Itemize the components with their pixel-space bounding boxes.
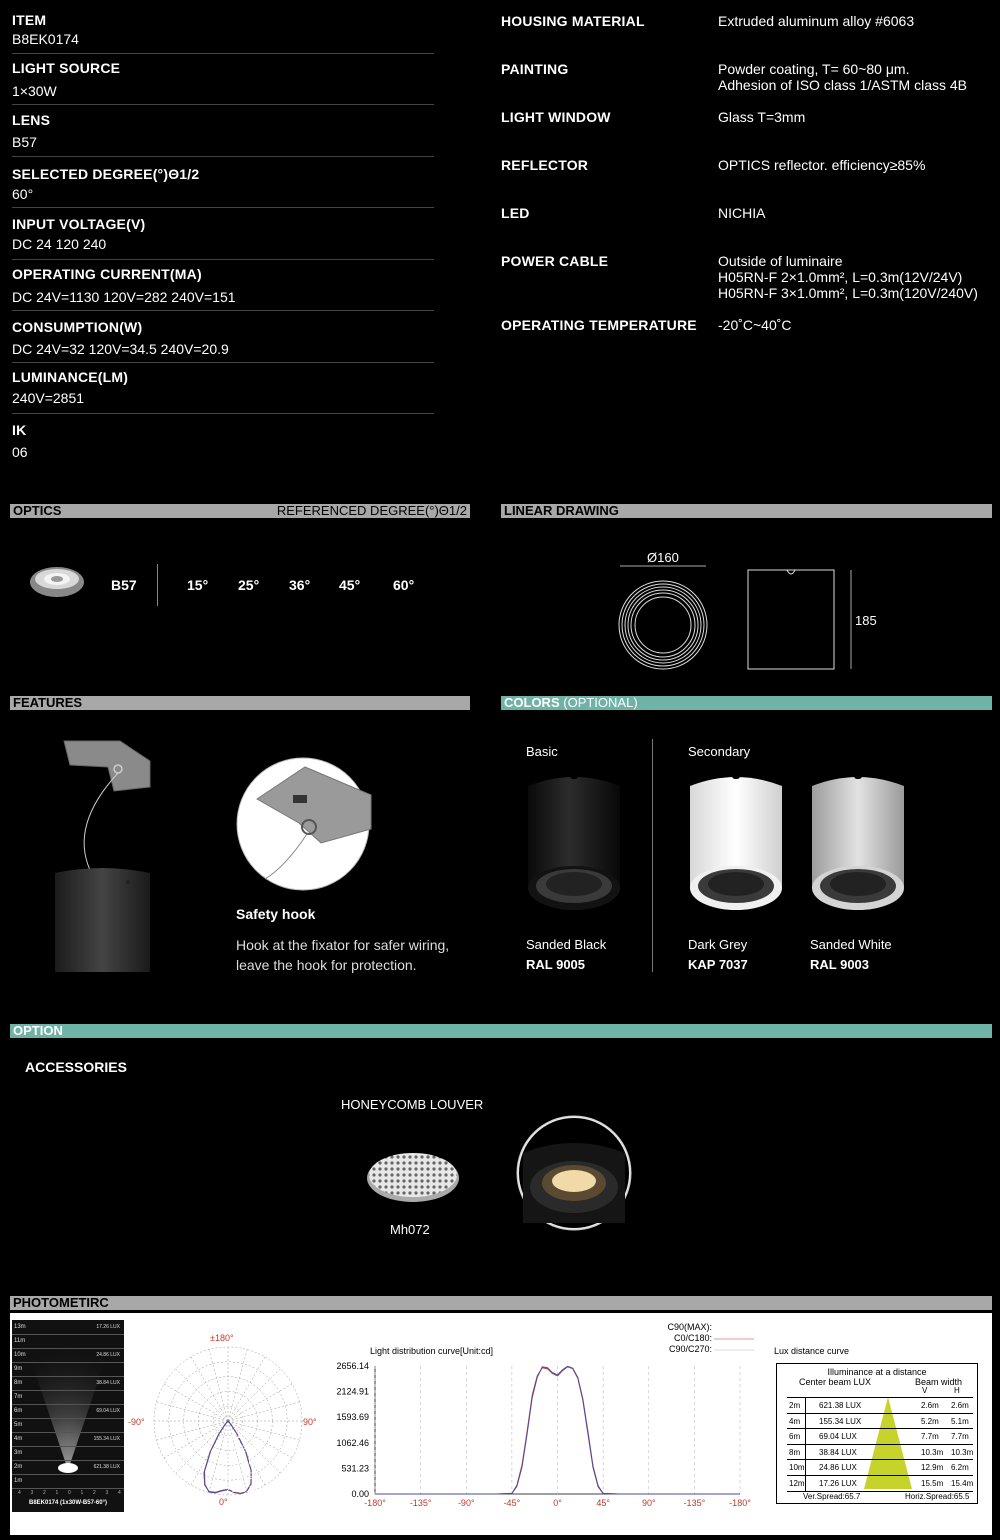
lux-row-distance: 10m — [789, 1463, 805, 1472]
lux-row-v: 5.2m — [921, 1416, 939, 1426]
polar-ring-label: 2656.14 — [226, 1484, 259, 1494]
curve-x-tick-label: -135° — [683, 1498, 706, 1508]
lux-bottom-scale-label: 4 — [118, 1490, 121, 1496]
safety-hook-heading: Safety hook — [236, 906, 316, 922]
lux-row-distance: 8m — [789, 1447, 801, 1457]
lux-row-center: 621.38 LUX — [819, 1401, 862, 1410]
lux-distance-label: 6m — [14, 1408, 23, 1414]
curve-x-tick-label: -45° — [503, 1498, 521, 1508]
lux-row-divider — [805, 1429, 806, 1444]
spec-value-consumption: DC 24V=32 120V=34.5 240V=20.9 — [12, 341, 229, 357]
photometric-title: PHOTOMETIRC — [13, 1295, 109, 1310]
lux-bottom-scale-label: 0 — [68, 1490, 71, 1496]
curve-x-tick-label: 90° — [641, 1498, 656, 1508]
lux-row-divider — [805, 1476, 806, 1491]
lux-distance-table — [776, 1363, 978, 1504]
legend-max: C90(MAX): — [667, 1322, 712, 1332]
lux-bottom-scale-label: 1 — [80, 1490, 84, 1496]
safety-hook-text-line1: Hook at the fixator for safer wiring, — [236, 937, 450, 953]
lux-grid-line — [12, 1390, 124, 1391]
curve-x-tick-label: -135° — [409, 1498, 432, 1508]
spec-label-item: ITEM — [12, 12, 47, 28]
lux-row-distance: 6m — [789, 1432, 801, 1441]
lux-distance-label: 13m — [14, 1324, 26, 1330]
lux-bottom-scale-label: 3 — [30, 1490, 34, 1496]
spec-label-operating-temp: OPERATING TEMPERATURE — [501, 317, 697, 333]
lux-row-divider — [805, 1445, 806, 1460]
optics-degree-45[interactable]: 45° — [339, 577, 361, 593]
lux-grid-line — [12, 1376, 124, 1377]
spec-value-power-cable-2: H05RN-F 2×1.0mm², L=0.3m(12V/24V) — [718, 269, 963, 285]
height-label: 185 — [855, 613, 877, 628]
spec-value-painting-1: Powder coating, T= 60~80 μm. — [718, 61, 910, 77]
lux-grid-line — [12, 1418, 124, 1419]
color-name-dark-grey: Dark Grey — [688, 937, 748, 952]
lux-table-row — [787, 1413, 973, 1429]
curve-x-tick-label: -90° — [457, 1498, 475, 1508]
lux-value-label: 69.04 LUX — [96, 1408, 120, 1414]
honeycomb-louver-image[interactable] — [365, 1148, 461, 1204]
lux-value-label: 155.34 LUX — [93, 1436, 120, 1442]
lux-bottom-scale-label: 2 — [93, 1490, 96, 1496]
lux-row-v: 15.5m — [921, 1478, 944, 1488]
safety-hook-text-line2: leave the hook for protection. — [236, 957, 417, 973]
lux-table-col-h: H — [954, 1386, 960, 1395]
lux-row-h: 10.3m — [951, 1447, 974, 1457]
polar-ring-labels — [226, 1429, 259, 1497]
colors-secondary-label: Secondary — [688, 744, 751, 759]
lux-distance-label: 7m — [14, 1394, 23, 1400]
lux-grid-line — [12, 1460, 124, 1461]
lux-table-row — [787, 1459, 973, 1475]
color-code-ral-9003: RAL 9003 — [810, 957, 870, 972]
safety-hook-text — [236, 935, 449, 975]
legend-c90: C90/C270: — [668, 1344, 712, 1354]
spec-value-power-cable-3: H05RN-F 3×1.0mm², L=0.3m(120V/240V) — [718, 285, 978, 301]
lux-bottom-scale-label: 4 — [18, 1490, 21, 1496]
photometric-header — [10, 1296, 992, 1310]
curve-x-tick-label: -180° — [364, 1498, 386, 1508]
curve-y-tick-label: 1062.46 — [336, 1437, 369, 1448]
lux-table-row — [787, 1475, 973, 1492]
option-title: OPTION — [13, 1023, 63, 1038]
lux-row-center: 69.04 LUX — [819, 1432, 857, 1441]
optics-divider — [157, 564, 158, 606]
light-distribution-chart — [325, 1356, 765, 1512]
spec-label-reflector: REFLECTOR — [501, 157, 589, 173]
features-header — [10, 696, 470, 710]
color-code-kap-7037: KAP 7037 — [688, 957, 748, 972]
spec-value-input-voltage: DC 24 120 240 — [12, 236, 107, 252]
lux-value-label: 24.86 LUX — [96, 1352, 120, 1358]
curve-y-tick-label: 1593.69 — [336, 1412, 369, 1423]
lux-row-v: 12.9m — [921, 1463, 944, 1472]
curve-title: Light distribution curve[Unit:cd] — [370, 1346, 494, 1356]
lux-row-divider — [805, 1398, 806, 1413]
optics-subtitle: REFERENCED DEGREE(°)Θ1/2 — [276, 503, 467, 518]
curve-y-tick-label: 0.00 — [351, 1489, 369, 1499]
lux-distance-label: 5m — [14, 1422, 23, 1428]
lux-ver-spread: Ver.Spread:65.7 — [803, 1492, 861, 1501]
polar-spoke — [164, 1384, 228, 1421]
lux-row-center: 24.86 LUX — [819, 1463, 857, 1472]
polar-spoke — [228, 1369, 280, 1421]
polar-spoke — [209, 1350, 228, 1421]
lux-distance-label: 2m — [14, 1464, 23, 1470]
polar-spoke — [176, 1421, 228, 1473]
lux-value-label: 38.84 LUX — [96, 1380, 120, 1386]
spec-label-lens: LENS — [12, 112, 51, 128]
lux-distance-label: 9m — [14, 1366, 23, 1372]
color-code-ral-9005: RAL 9005 — [526, 957, 586, 972]
spec-label-operating-current: OPERATING CURRENT(MA) — [12, 266, 202, 282]
linear-drawing-header — [501, 504, 992, 518]
curve-y-tick-label: 2656.14 — [336, 1361, 369, 1371]
lux-distance-label: 1m — [14, 1478, 23, 1484]
lux-row-center: 155.34 LUX — [819, 1416, 862, 1426]
divider — [12, 259, 434, 260]
lux-value-label: 17.26 LUX — [96, 1324, 120, 1330]
lux-row-h: 7.7m — [951, 1432, 969, 1441]
lux-value-label: 621.38 LUX — [93, 1464, 120, 1470]
lux-row-divider — [805, 1414, 806, 1429]
spec-label-light-source: LIGHT SOURCE — [12, 60, 121, 76]
spec-value-lens: B57 — [12, 134, 37, 150]
spec-value-operating-current: DC 24V=1130 120V=282 240V=151 — [12, 289, 236, 305]
lux-grid-line — [12, 1446, 124, 1447]
spec-label-selected-degree: SELECTED DEGREE(°)Θ1/2 — [12, 166, 200, 182]
lux-row-h: 15.4m — [951, 1478, 974, 1488]
option-header — [10, 1024, 992, 1038]
lux-row-distance: 2m — [789, 1401, 801, 1410]
legend-c0: C0/C180: — [673, 1333, 712, 1343]
polar-left-label: -90° — [128, 1417, 145, 1427]
lux-grid-line — [12, 1488, 124, 1489]
spec-label-ik: IK — [12, 422, 27, 438]
spec-value-housing: Extruded aluminum alloy #6063 — [718, 13, 915, 29]
lux-row-h: 6.2m — [951, 1463, 969, 1472]
lux-grid-line — [12, 1348, 124, 1349]
lux-distance-label: 10m — [14, 1352, 26, 1358]
spec-label-light-window: LIGHT WINDOW — [501, 109, 611, 125]
spec-value-ik: 06 — [12, 444, 28, 460]
curve-x-tick-label: 45° — [596, 1498, 610, 1508]
curve-y-tick-label: 2124.91 — [336, 1386, 369, 1397]
spec-value-light-source: 1×30W — [12, 83, 57, 99]
optics-degree-15[interactable]: 15° — [187, 577, 209, 593]
color-swatch-dark-grey[interactable] — [686, 768, 786, 913]
optics-lens-label: B57 — [111, 577, 137, 593]
lux-grid-line — [12, 1404, 124, 1405]
lux-distance-label: 8m — [14, 1380, 23, 1386]
lux-grid-line — [12, 1432, 124, 1433]
colors-divider — [652, 739, 653, 972]
accessories-label: ACCESSORIES — [25, 1059, 127, 1075]
spec-label-housing: HOUSING MATERIAL — [501, 13, 645, 29]
lux-distance-label: 4m — [14, 1436, 23, 1442]
curve-legend — [640, 1322, 712, 1355]
colors-title: COLORS — [504, 695, 560, 710]
spec-value-luminance: 240V=2851 — [12, 390, 85, 406]
optics-degree-36[interactable]: 36° — [289, 577, 311, 593]
features-title: FEATURES — [13, 695, 83, 710]
polar-right-label: 90° — [303, 1417, 317, 1427]
divider — [12, 362, 434, 363]
lens-image — [28, 562, 86, 602]
optics-header — [10, 504, 470, 518]
polar-bottom-label: 0° — [219, 1497, 228, 1507]
polar-spoke — [176, 1369, 228, 1421]
polar-chart — [128, 1325, 328, 1515]
polar-ring-label: 1593.69 — [226, 1457, 259, 1467]
color-swatch-sanded-white[interactable] — [808, 768, 908, 913]
spec-value-led: NICHIA — [718, 205, 766, 221]
lux-table-col-v: V — [922, 1386, 928, 1395]
lux-grid-line — [12, 1362, 124, 1363]
lux-hor-spread: Horiz.Spread:65.5 — [905, 1492, 970, 1501]
lux-cone-caption: B8EK0174 (1x30W-B57-60°) — [29, 1500, 107, 1506]
lux-table-caption: Lux distance curve — [774, 1346, 850, 1356]
spec-value-painting-2: Adhesion of ISO class 1/ASTM class 4B — [718, 77, 967, 93]
spec-label-consumption: CONSUMPTION(W) — [12, 319, 143, 335]
spec-value-power-cable-1: Outside of luminaire — [718, 253, 843, 269]
colors-optional: (OPTIONAL) — [563, 695, 638, 710]
lux-cone-chart — [12, 1320, 124, 1512]
louver-installed-image — [515, 1113, 633, 1233]
optics-title: OPTICS — [13, 503, 62, 518]
spec-label-painting: PAINTING — [501, 61, 569, 77]
lux-table-heading: Illuminance at a distance — [827, 1367, 927, 1377]
polar-spoke — [164, 1421, 228, 1458]
lux-row-center: 17.26 LUX — [819, 1478, 857, 1488]
color-name-sanded-white: Sanded White — [810, 937, 892, 952]
color-name-sanded-black: Sanded Black — [526, 937, 607, 952]
colors-basic-label: Basic — [526, 744, 558, 759]
color-swatch-sanded-black[interactable] — [524, 768, 624, 913]
spec-value-selected-degree: 60° — [12, 186, 34, 202]
spec-value-reflector: OPTICS reflector. efficiency≥85% — [718, 157, 926, 173]
curve-x-tick-label: -180° — [729, 1498, 751, 1508]
louver-code: Mh072 — [390, 1222, 430, 1237]
spec-label-power-cable: POWER CABLE — [501, 253, 609, 269]
polar-ring-label: 2124.91 — [226, 1470, 259, 1481]
optics-degree-60[interactable]: 60° — [393, 577, 415, 593]
safety-hook-detail-image — [235, 757, 373, 892]
optics-degree-25[interactable]: 25° — [238, 577, 260, 593]
spec-label-input-voltage: INPUT VOLTAGE(V) — [12, 216, 146, 232]
lux-bottom-scale-label: 3 — [105, 1490, 109, 1496]
curve-x-tick-label: 0° — [553, 1498, 562, 1508]
fixture-hanging-image — [50, 735, 160, 975]
spec-value-operating-temp: -20˚C~40˚C — [718, 317, 792, 333]
spec-value-item: B8EK0174 — [12, 31, 79, 47]
lux-row-v: 7.7m — [921, 1432, 939, 1441]
colors-header — [501, 696, 992, 710]
divider — [12, 413, 434, 414]
lux-row-h: 2.6m — [951, 1401, 969, 1410]
polar-top-label: ±180° — [210, 1333, 234, 1343]
lux-row-v: 10.3m — [921, 1447, 944, 1457]
lux-grid-line — [12, 1474, 124, 1475]
polar-spoke — [228, 1357, 265, 1421]
divider — [12, 310, 434, 311]
lux-row-distance: 4m — [789, 1416, 801, 1426]
lux-table-row — [787, 1444, 973, 1460]
legend-swatches — [712, 1322, 756, 1358]
lux-table-col-beam: Beam width — [915, 1377, 963, 1387]
divider — [12, 53, 434, 54]
lux-bottom-scale-label: 2 — [43, 1490, 46, 1496]
lux-distance-label: 11m — [14, 1338, 26, 1344]
lux-row-v: 2.6m — [921, 1401, 939, 1410]
curve-y-tick-label: 531.23 — [341, 1463, 369, 1474]
spec-label-led: LED — [501, 205, 530, 221]
spec-value-light-window: Glass T=3mm — [718, 109, 806, 125]
divider — [12, 207, 434, 208]
polar-ring-label: 531.23 — [226, 1430, 254, 1440]
divider — [12, 104, 434, 105]
polar-spoke — [191, 1357, 228, 1421]
lux-grid-line — [12, 1334, 124, 1335]
lux-row-center: 38.84 LUX — [819, 1447, 857, 1457]
polar-spoke — [228, 1350, 247, 1421]
linear-drawing — [610, 560, 870, 675]
divider — [12, 156, 434, 157]
lux-table-col-center: Center beam LUX — [799, 1377, 872, 1387]
diameter-label: Ø160 — [647, 550, 679, 565]
linear-drawing-title: LINEAR DRAWING — [504, 503, 619, 518]
polar-ring-label: 1062.46 — [226, 1443, 259, 1454]
polar-spoke — [228, 1384, 292, 1421]
lux-row-divider — [805, 1460, 806, 1475]
lux-table-row — [787, 1428, 973, 1444]
lux-table-row — [787, 1397, 973, 1413]
polar-spoke — [228, 1402, 299, 1421]
polar-spoke — [157, 1402, 228, 1421]
lux-distance-label: 3m — [14, 1450, 23, 1456]
honeycomb-louver-label: HONEYCOMB LOUVER — [341, 1097, 484, 1112]
lux-row-distance: 12m — [789, 1478, 805, 1488]
lux-bottom-scale-label: 1 — [55, 1490, 59, 1496]
lux-row-h: 5.1m — [951, 1416, 969, 1426]
spec-label-luminance: LUMINANCE(LM) — [12, 369, 129, 385]
